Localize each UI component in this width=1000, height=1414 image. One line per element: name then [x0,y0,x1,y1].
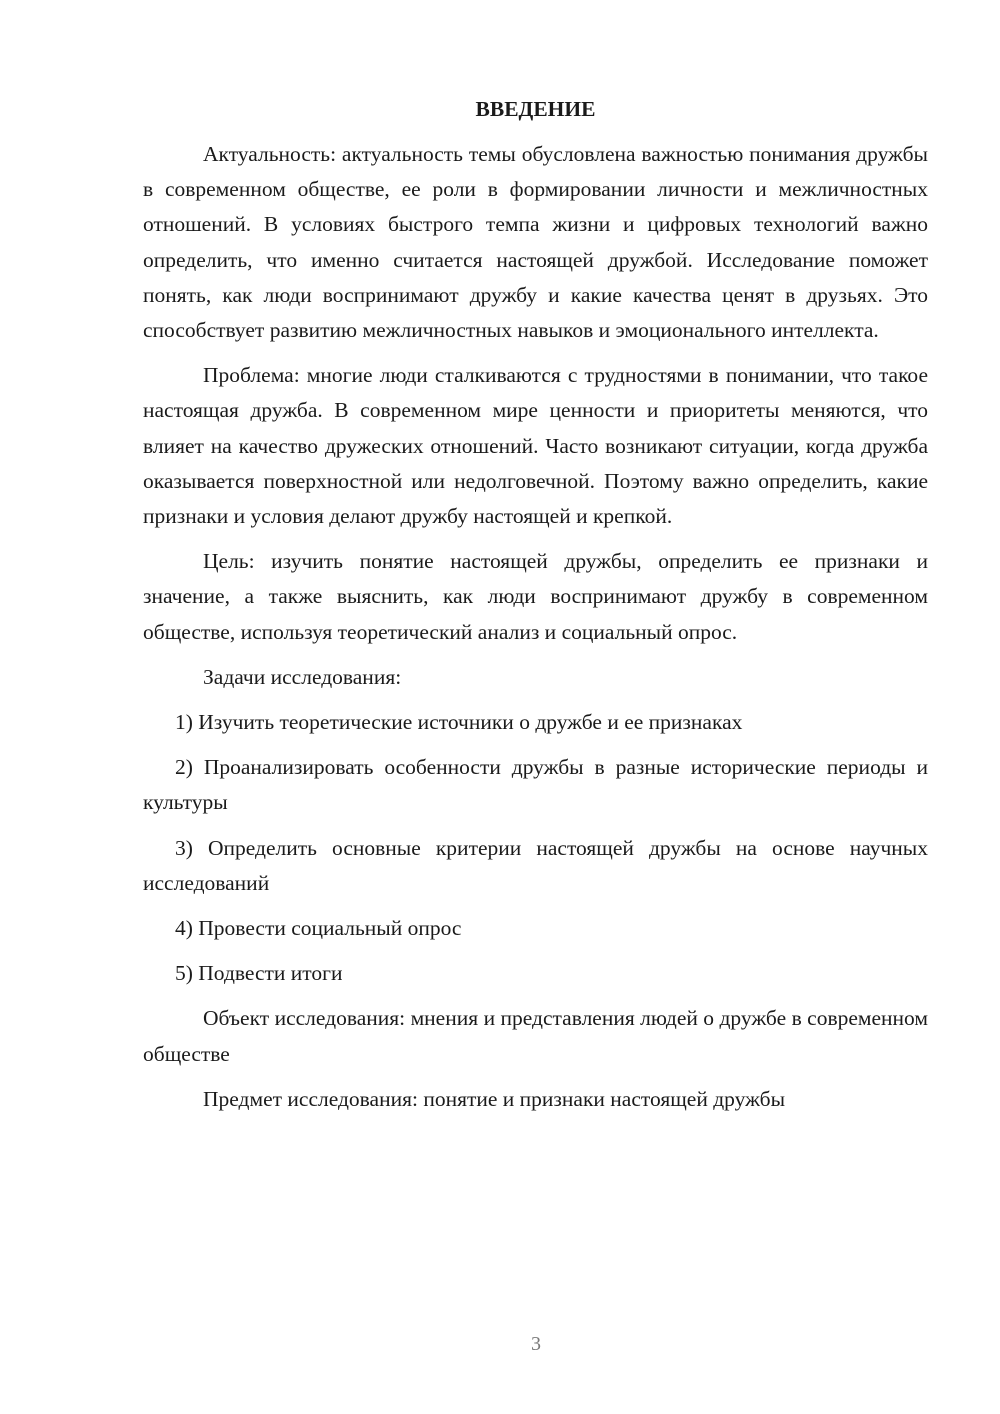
problem-paragraph: Проблема: многие люди сталкиваются с трудностями в понимании, что такое настоящая дружба. В современном мире ценности и приоритеты меняются, что влияет на качество дружеских отношений. Часто возникают ситуации, когда дружба оказывается поверхностной или недолговечной. Поэтому важно определить, какие признаки и условия делают дружбу настоящей и крепкой. [143,363,928,529]
task-item-2: 2) Проанализировать особенности дружбы в разные исторические периоды и культуры [143,755,928,815]
task-item-5: 5) Подвести итоги [175,961,343,986]
section-title: ВВЕДЕНИЕ [475,97,596,121]
task-item-4: 4) Провести социальный опрос [175,916,462,941]
task-item-1: 1) Изучить теоретические источники о дружбе и ее признаках [175,710,743,735]
relevance-paragraph: Актуальность: актуальность темы обусловлена важностью понимания дружбы в современном обществе, ее роли в формировании личности и межличностных отношений. В условиях быстрого темпа жизни и цифровых технологий важно определить, что именно считается настоящей дружбой. Исследование поможет понять, как люди воспринимают дружбу и какие качества ценят в друзьях. Это способствует развитию межличностных навыков и эмоционального интеллекта. [143,142,928,343]
page-number: 3 [531,1333,541,1355]
object-paragraph: Объект исследования: мнения и представления людей о дружбе в современном обществе [143,1006,928,1066]
task-item-3: 3) Определить основные критерии настоящей дружбы на основе научных исследований [143,835,928,895]
document-page [143,92,928,1127]
goal-paragraph: Цель: изучить понятие настоящей дружбы, определить ее признаки и значение, а также выяснить, как люди воспринимают дружбу в современном обществе, используя теоретический анализ и социальный опрос. [143,549,928,644]
tasks-heading: Задачи исследования: [203,664,402,689]
subject-paragraph: Предмет исследования: понятие и признаки настоящей дружбы [203,1086,786,1111]
